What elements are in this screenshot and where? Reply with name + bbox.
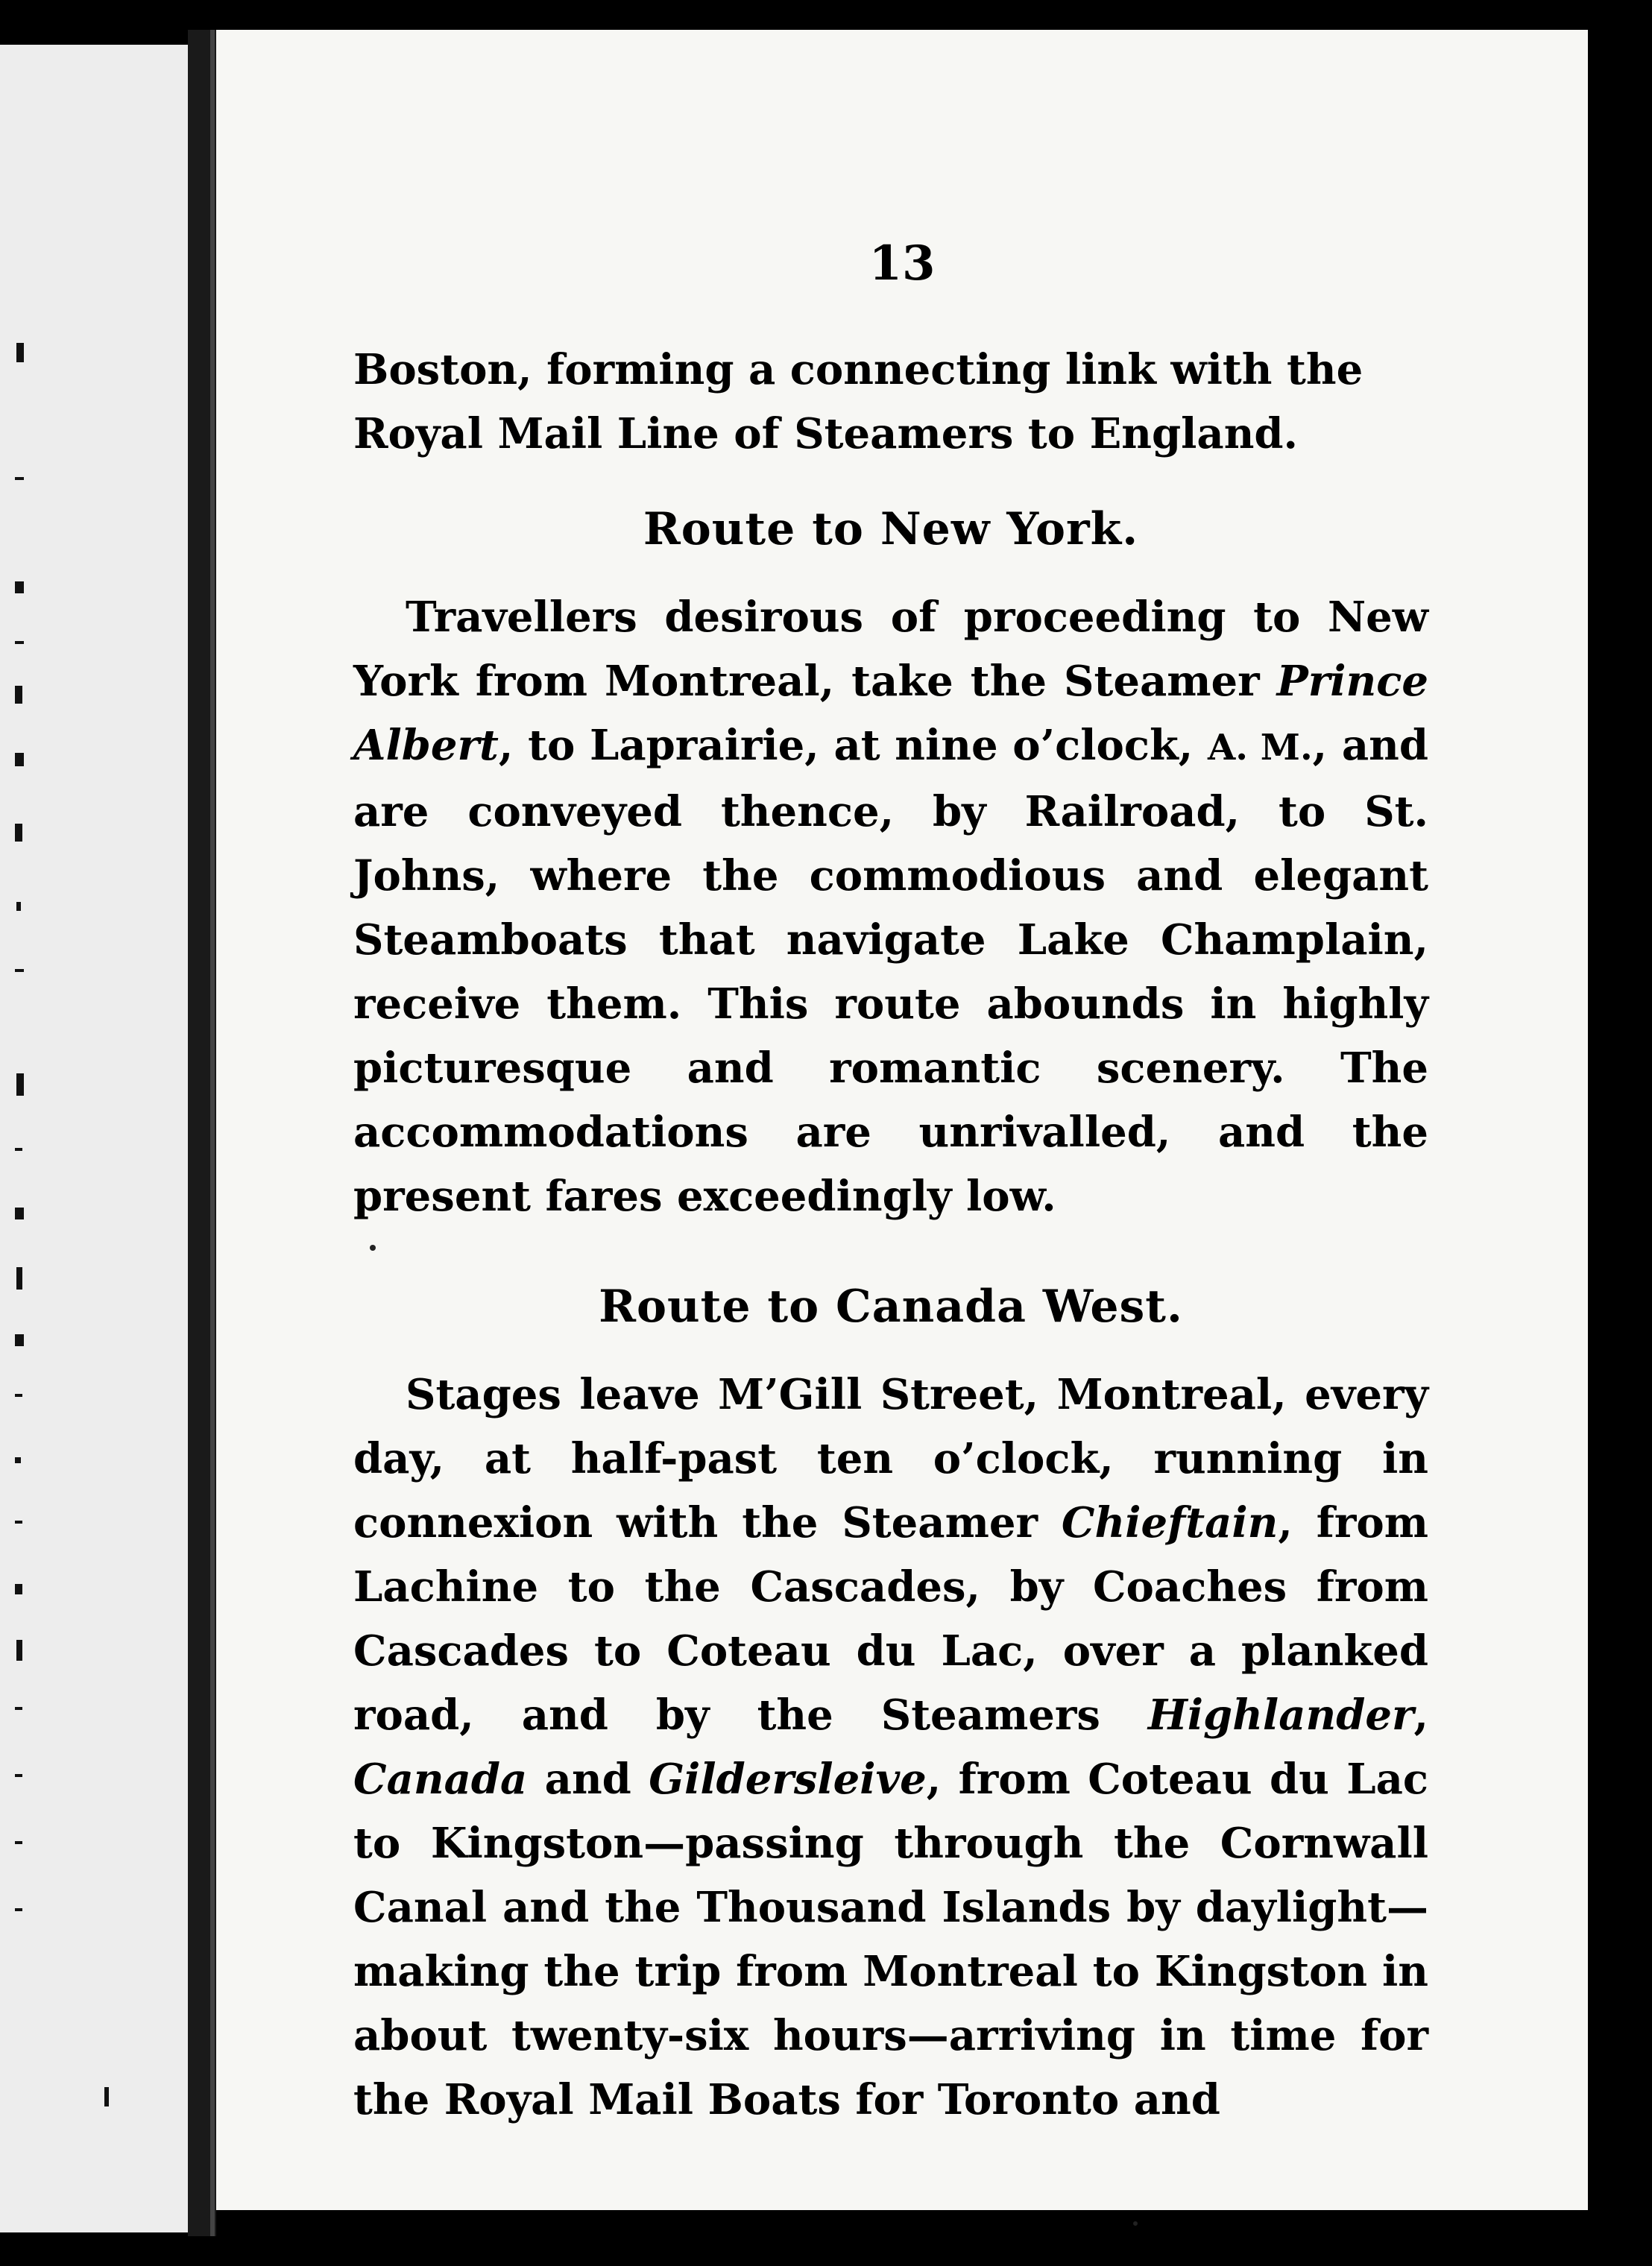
facing-page-glyph [104,2087,109,2106]
text-run: Stages leave M’Gill Street, Montreal, every day, at half-past ten o’clock, running in connexion with the Steamer [353,1370,1428,1547]
facing-page-glyph [16,1073,24,1096]
section-heading-new-york: Route to New York. [643,503,1139,555]
facing-page-glyph [15,1148,22,1151]
text-run: Travellers desirous of proceeding to New York from Montreal, take the Steamer [353,593,1428,706]
new-york-paragraph [353,585,1428,1228]
facing-page-glyph [15,753,24,766]
steamer-name: Highlander [1147,1691,1414,1740]
ink-speck [1133,2221,1138,2226]
facing-page-glyph [15,641,24,644]
text-run: , to Laprairie, at nine o’clock, [498,721,1208,770]
facing-page-glyph [15,1584,22,1594]
facing-page-glyph [16,343,24,362]
facing-page-glyph [15,1394,22,1397]
facing-page-edge [0,45,188,2232]
text-run: , from Coteau du Lac to Kingston—passing through the Cornwall Canal and the Thousand Islands by daylight—making the trip from Montreal to Kingston in about twenty-six hours—arriving in time for the Royal Mail Boats for Toronto and [353,1755,1428,2124]
facing-page-glyph [16,1267,22,1290]
steamer-name: Chieftain [1061,1498,1279,1547]
facing-page-glyph [15,477,24,480]
text-run: , [1413,1691,1428,1740]
page-number: 13 [868,236,936,291]
text-run: and [527,1755,649,1804]
section-heading-canada-west: Route to Canada West. [599,1281,1183,1333]
facing-page-glyph [15,824,22,842]
text-run: , from Lachine to the Cascades, by Coaches from Cascades to Coteau du Lac, over a planked road, and by the Steamers [353,1498,1428,1740]
facing-page-glyph [15,1841,22,1844]
facing-page-glyph [15,686,22,704]
time-abbreviation: A. M. [1207,727,1313,769]
facing-page-glyph [16,902,21,911]
facing-page-glyph [15,1774,22,1777]
opening-paragraph: Boston, forming a connecting link with the Royal Mail Line of Steamers to England. [353,345,1363,458]
text-run: , and are conveyed thence, by Railroad, to St. Johns, where the commodious and elegant Steamboats that navigate Lake Champlain, receive them. This route abounds in highly picturesque and romantic scenery. The accommodations are unrivalled, and the present fares exceedingly low. [353,721,1428,1221]
facing-page-glyph [15,1908,22,1911]
canada-west-paragraph [353,1363,1428,2132]
steamer-name: Canada [353,1755,528,1804]
facing-page-glyph [15,1208,24,1219]
steamer-name: Gildersleive [649,1755,927,1804]
facing-page-glyph [15,1334,24,1346]
facing-page-glyph [15,1521,22,1524]
steamer-name: Prince Albert [353,657,1428,770]
facing-page-glyph [15,1457,21,1463]
book-gutter [188,30,216,2236]
facing-page-glyph [16,1640,22,1661]
facing-page-glyph [15,1707,22,1710]
book-page [216,30,1588,2210]
binding-shadow [210,30,215,2236]
page-body [353,338,1428,2132]
ink-speck [370,1245,376,1251]
facing-page-glyph [15,969,24,972]
facing-page-glyph [15,581,24,593]
